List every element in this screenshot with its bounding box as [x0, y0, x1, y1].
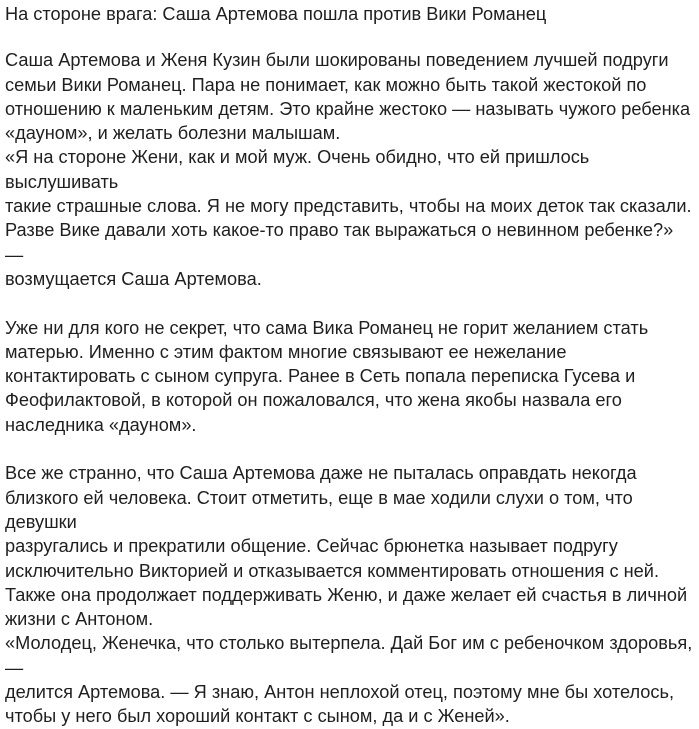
paragraph-closing-quote: «Молодец, Женечка, что столько вытерпела. Дай Бог им с ребеночком здоровья, — делится Артемова. — Я знаю, Антон неплохой отец, поэтому мне бы хотелось, чтобы у него был хороший контакт с сыном, да и с Женей».: [5, 633, 693, 727]
paragraph-quote-artemova: «Я на стороне Жени, как и мой муж. Очень обидно, что ей пришлось выслушивать такие страшные слова. Я не могу представить, чтобы на моих деток так сказали. Разве Вике давали хоть какое-то право так выражаться о невинном ребенке?» — возмущается Саша Артемова.: [5, 147, 692, 289]
article-title: На стороне врага: Саша Артемова пошла против Вики Романец: [5, 4, 547, 24]
article: [5, 0, 695, 729]
spacer: [5, 437, 695, 461]
spacer: [5, 291, 695, 315]
paragraph-friendship: Все же странно, что Саша Артемова даже не пыталась оправдать некогда близкого ей человека. Стоит отметить, еще в мае ходили слухи о том, что девушки разругались и прекратили общение. Сейчас брюнетка называет подругу исключительно Викторией и отказывается комментировать отношения с ней. Также она продолжает поддерживать Женю, и даже желает ей счастья в личной жизни с Антоном.: [5, 463, 688, 630]
paragraph-romanets-motherhood: Уже ни для кого не секрет, что сама Вика Романец не горит желанием стать матерью. Именно с этим фактом многие связывают ее нежелание контактировать с сыном супруга. Ранее в Сеть попала переписка Гусева и Феофилактовой, в которой он пожаловался, что жена якобы назвала его наследника «дауном».: [5, 317, 649, 435]
spacer: [5, 26, 695, 48]
paragraph-intro: Саша Артемова и Женя Кузин были шокированы поведением лучшей подруги семьи Вики Романец. Пара не понимает, как можно быть такой жестокой по отношению к маленьким детям. Это крайне жестоко — называть чужого ребенка «дауном», и желать болезни малышам.: [5, 50, 691, 144]
